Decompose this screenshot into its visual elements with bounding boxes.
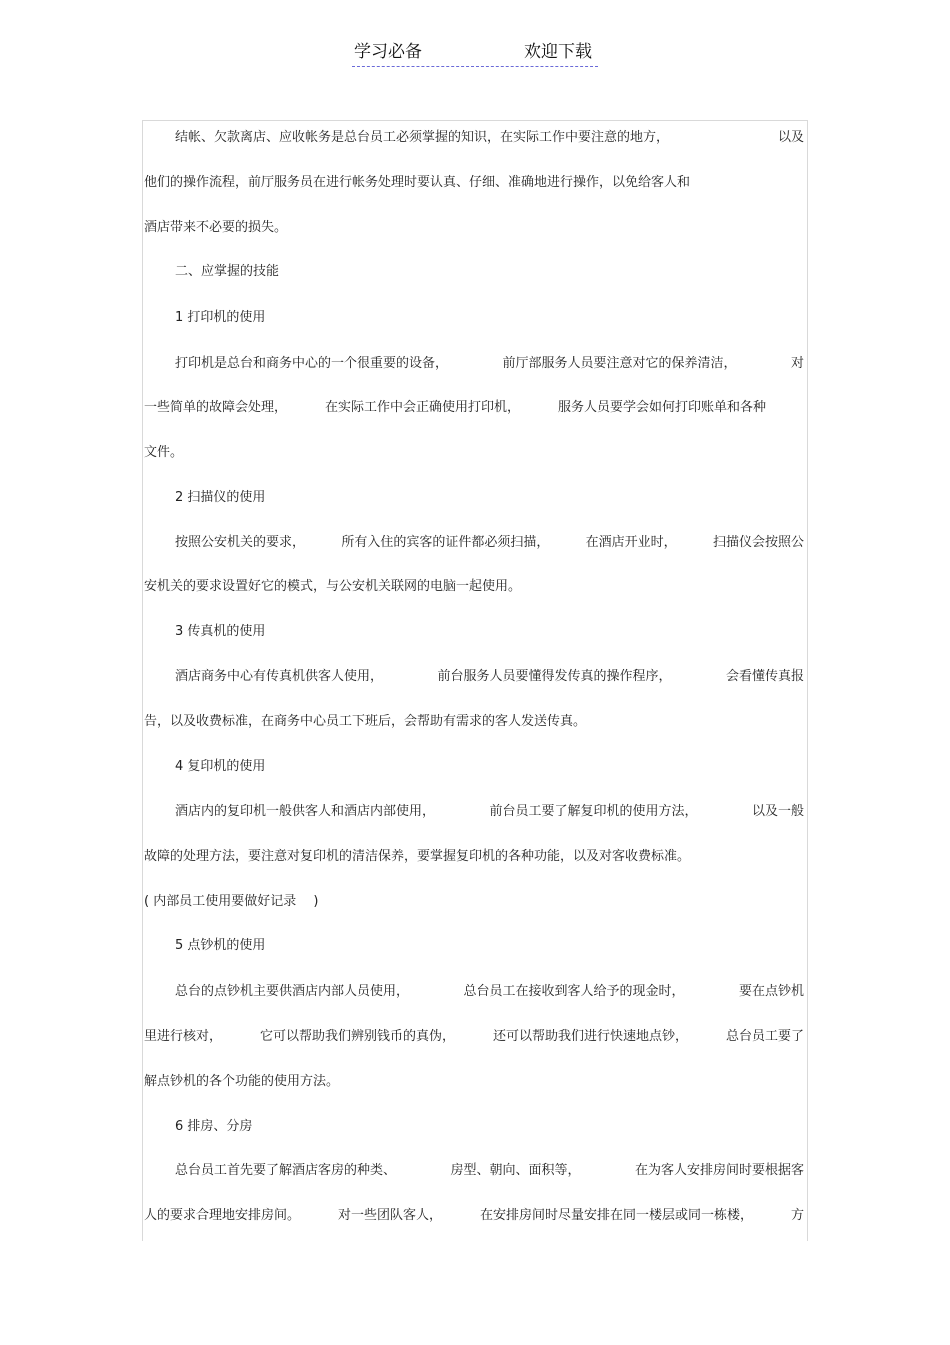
text-line: 打印机是总台和商务中心的一个很重要的设备， 前厅部服务人员要注意对它的保养清洁， 对 [175,356,804,371]
text-line: 总台的点钞机主要供酒店内部人员使用， 总台员工在接收到客人给予的现金时， 要在点钞机 [175,984,804,999]
subsection-heading: 4 复印机的使用 [175,759,266,774]
section-heading: 二、应掌握的技能 [175,264,280,279]
text-line: 酒店商务中心有传真机供客人使用， 前台服务人员要懂得发传真的操作程序， 会看懂传真报 [175,669,804,684]
header-left-text: 学习必备 [354,42,422,62]
text-line: ( 内部员工使用要做好记录 ) [144,894,319,909]
text-line: 告，以及收费标准，在商务中心员工下班后，会帮助有需求的客人发送传真。 [144,714,587,729]
text-line: 结帐、欠款离店、应收帐务是总台员工必须掌握的知识，在实际工作中要注意的地方， 以及 [175,130,804,145]
text-line: 人的要求合理地安排房间。 对一些团队客人， 在安排房间时尽量安排在同一楼层或同一栋楼， 方 [144,1208,804,1223]
page-header [352,40,598,67]
text-line: 他们的操作流程，前厅服务员在进行帐务处理时要认真、仔细、准确地进行操作，以免给客人和 [144,175,691,190]
text-line: 总台员工首先要了解酒店客房的种类、 房型、朝向、面积等， 在为客人安排房间时要根据客 [175,1163,804,1178]
text-line: 里进行核对， 它可以帮助我们辨别钱币的真伪， 还可以帮助我们进行快速地点钞， 总台员工要了 [144,1029,804,1044]
text-line: 按照公安机关的要求， 所有入住的宾客的证件都必须扫描， 在酒店开业时， 扫描仪会按照公 [175,535,804,550]
subsection-heading: 3 传真机的使用 [175,624,266,639]
subsection-heading: 1 打印机的使用 [175,310,266,325]
text-line: 故障的处理方法，要注意对复印机的清洁保养，要掌握复印机的各种功能，以及对客收费标准。 [144,849,691,864]
subsection-heading: 5 点钞机的使用 [175,938,266,953]
text-line: 酒店带来不必要的损失。 [144,220,288,235]
text-line: 一些简单的故障会处理， 在实际工作中会正确使用打印机， 服务人员要学会如何打印账单和各种 [144,400,767,415]
text-line: 解点钞机的各个功能的使用方法。 [144,1074,340,1089]
subsection-heading: 2 扫描仪的使用 [175,490,266,505]
header-right-text: 欢迎下载 [524,42,592,62]
text-line: 酒店内的复印机一般供客人和酒店内部使用， 前台员工要了解复印机的使用方法， 以及一般 [175,804,804,819]
text-line: 文件。 [144,445,184,460]
subsection-heading: 6 排房、分房 [175,1119,253,1134]
text-line: 安机关的要求设置好它的模式，与公安机关联网的电脑一起使用。 [144,579,522,594]
